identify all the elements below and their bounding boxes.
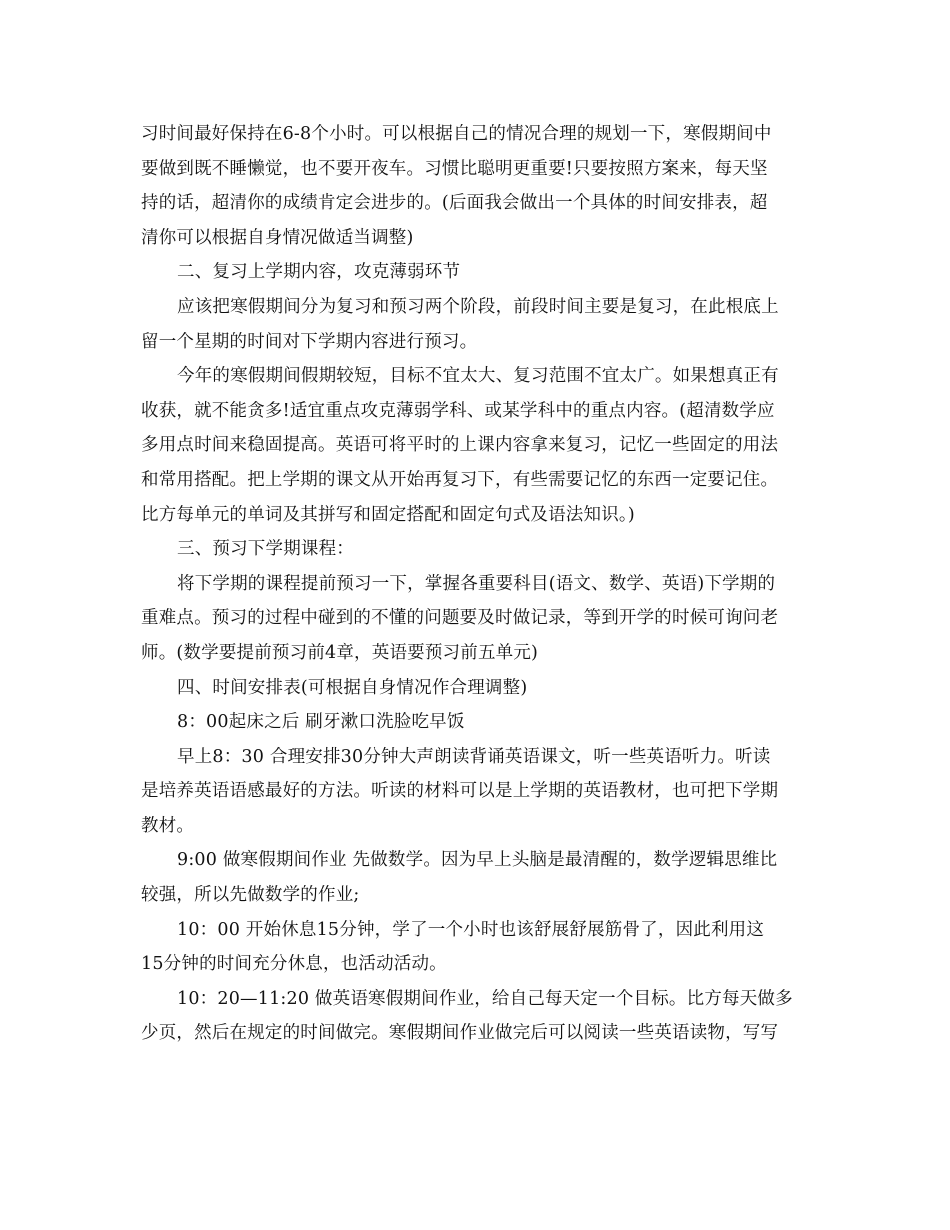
body-line-4: 清你可以根据自身情况做适当调整)	[141, 227, 414, 248]
body-line-23: 较强，所以先做数学的作业;	[141, 885, 360, 906]
body-line-11: 和常用搭配。把上学期的课文从开始再复习下，有些需要记忆的东西一定要记住。	[141, 469, 779, 490]
schedule-line-4: 10：00 开始休息15分钟，学了一个小时也该舒展舒展筋骨了，因此利用这	[177, 919, 765, 940]
body-line-10: 多用点时间来稳固提高。英语可将平时的上课内容拿来复习，记忆一些固定的用法	[141, 435, 779, 456]
body-line-8: 今年的寒假期间假期较短，目标不宜太大、复习范围不宜太广。如果想真正有	[177, 366, 779, 387]
section-heading-4: 四、时间安排表(可根据自身情况作合理调整)	[177, 677, 528, 698]
document-body	[141, 117, 816, 1051]
body-line-12: 比方每单元的单词及其拼写和固定搭配和固定句式及语法知识。)	[141, 504, 635, 525]
body-line-9: 收获，就不能贪多!适宜重点攻克薄弱学科、或某学科中的重点内容。(超清数学应	[141, 400, 775, 421]
schedule-line-3: 9:00 做寒假期间作业 先做数学。因为早上头脑是最清醒的，数学逻辑思维比	[177, 850, 778, 871]
section-heading-3: 三、预习下学期课程：	[177, 539, 354, 560]
schedule-line-5: 10：20—11:20 做英语寒假期间作业，给自己每天定一个目标。比方每天做多	[177, 988, 793, 1009]
body-line-16: 师。(数学要提前预习前4章，英语要预习前五单元)	[141, 642, 539, 663]
body-line-15: 重难点。预习的过程中碰到的不懂的问题要及时做记录，等到开学的时候可询问老	[141, 608, 779, 629]
body-line-6: 应该把寒假期间分为复习和预习两个阶段，前段时间主要是复习，在此根底上	[177, 296, 779, 317]
body-line-7: 留一个星期的时间对下学期内容进行预习。	[141, 331, 478, 352]
body-line-1: 习时间最好保持在6-8个小时。可以根据自己的情况合理的规划一下，寒假期间中	[141, 124, 772, 144]
schedule-line-2: 早上8：30 合理安排30分钟大声朗读背诵英语课文，听一些英语听力。听读	[177, 746, 771, 767]
body-line-3: 持的话，超清你的成绩肯定会进步的。(后面我会做出一个具体的时间安排表，超	[141, 193, 768, 214]
body-line-14: 将下学期的课程提前预习一下，掌握各重要科目(语文、数学、英语)下学期的	[177, 573, 776, 594]
schedule-line-1: 8：00起床之后 刷牙漱口洗脸吃早饭	[177, 712, 465, 733]
body-line-21: 教材。	[141, 815, 195, 836]
section-heading-2: 二、复习上学期内容，攻克薄弱环节	[177, 262, 461, 283]
body-line-27: 少页，然后在规定的时间做完。寒假期间作业做完后可以阅读一些英语读物，写写	[141, 1023, 779, 1044]
body-line-2: 要做到既不睡懒觉，也不要开夜车。习惯比聪明更重要!只要按照方案来，每天坚	[141, 158, 768, 179]
body-line-25: 15分钟的时间充分休息，也活动活动。	[141, 954, 447, 975]
body-line-20: 是培养英语语感最好的方法。听读的材料可以是上学期的英语教材，也可把下学期	[141, 781, 779, 802]
